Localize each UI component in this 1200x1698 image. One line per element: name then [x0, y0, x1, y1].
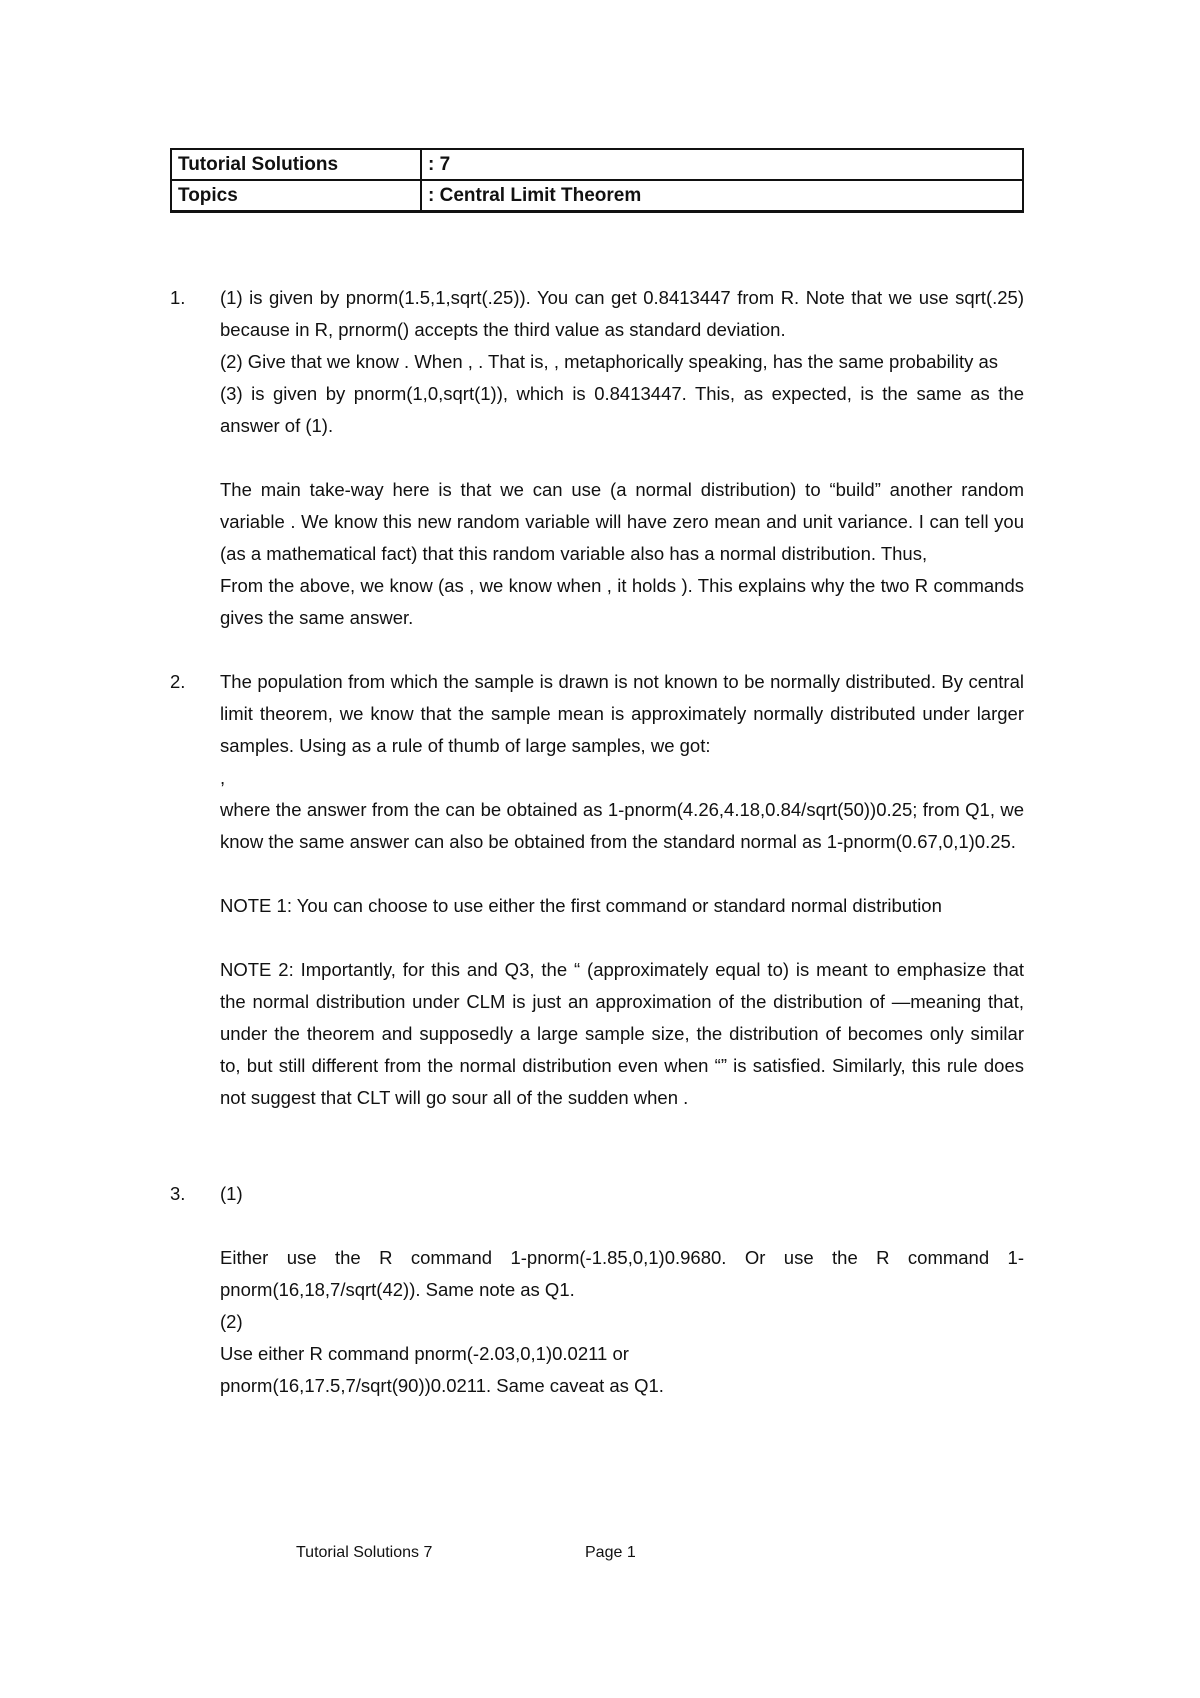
- header-label: Topics: [171, 180, 421, 212]
- header-table: [170, 148, 1024, 213]
- header-row-solutions: [171, 149, 1023, 180]
- note-1: NOTE 1: You can choose to use either the first command or standard normal distribution: [220, 895, 942, 916]
- paragraph: From the above, we know (as , we know when , it holds ). This explains why the two R commands gives the same answer.: [220, 575, 1024, 628]
- paragraph: Use either R command pnorm(-2.03,0,1)0.0211 or: [220, 1343, 629, 1364]
- paragraph: pnorm(16,17.5,7/sqrt(90))0.0211. Same caveat as Q1.: [220, 1375, 664, 1396]
- question-number: 3.: [170, 1183, 186, 1204]
- paragraph: Either use the R command 1-pnorm(-1.85,0,1)0.9680. Or use the R command 1-pnorm(16,18,7/sqrt(42)). Same note as Q1.: [220, 1247, 1024, 1300]
- header-row-topics: [171, 180, 1023, 212]
- footer-page-number: Page 1: [585, 1544, 636, 1561]
- paragraph: The population from which the sample is drawn is not known to be normally distributed. By central limit theorem, we know that the sample mean is approximately normally distributed under larger samples. Using as a rule of thumb of large samples, we got:: [220, 671, 1024, 756]
- paragraph: ,: [220, 767, 226, 788]
- question-3: [170, 1178, 1024, 1402]
- header-value: : Central Limit Theorem: [421, 180, 1023, 212]
- paragraph: (2) Give that we know . When , . That is, , metaphorically speaking, has the same probability as: [220, 351, 999, 372]
- paragraph: The main take-way here is that we can use (a normal distribution) to “build” another random variable . We know this new random variable will have zero mean and unit variance. I can tell you (as a mathematical fact) that this random variable also has a normal distribution. Thus,: [220, 479, 1024, 564]
- paragraph: (3) is given by pnorm(1,0,sqrt(1)), which is 0.8413447. This, as expected, is the same as the answer of (1).: [220, 383, 1024, 436]
- paragraph: (1) is given by pnorm(1.5,1,sqrt(.25)). You can get 0.8413447 from R. Note that we use sqrt(.25) because in R, prnorm() accepts the third value as standard deviation.: [220, 287, 1024, 340]
- header-label: Tutorial Solutions: [171, 149, 421, 180]
- question-2: [170, 666, 1024, 1114]
- paragraph: (2): [220, 1311, 243, 1332]
- question-number: 1.: [170, 287, 186, 308]
- header-value: : 7: [421, 149, 1023, 180]
- footer-title: Tutorial Solutions 7: [296, 1544, 433, 1561]
- paragraph: (1): [220, 1183, 243, 1204]
- paragraph: where the answer from the can be obtained as 1-pnorm(4.26,4.18,0.84/sqrt(50))0.25; from Q1, we know the same answer can also be obtained from the standard normal as 1-pnorm(0.67,0,1)0.25.: [220, 799, 1024, 852]
- question-number: 2.: [170, 671, 186, 692]
- note-2: NOTE 2: Importantly, for this and Q3, the “ (approximately equal to) is meant to emphasize that the normal distribution under CLM is just an approximation of the distribution of —meaning that, under the theorem and supposedly a large sample size, the distribution of becomes only similar to, but still different from the normal distribution even when “” is satisfied. Similarly, this rule does not suggest that CLT will go sour all of the sudden when .: [220, 959, 1024, 1108]
- solutions-body: [170, 282, 1024, 1402]
- question-1: [170, 282, 1024, 634]
